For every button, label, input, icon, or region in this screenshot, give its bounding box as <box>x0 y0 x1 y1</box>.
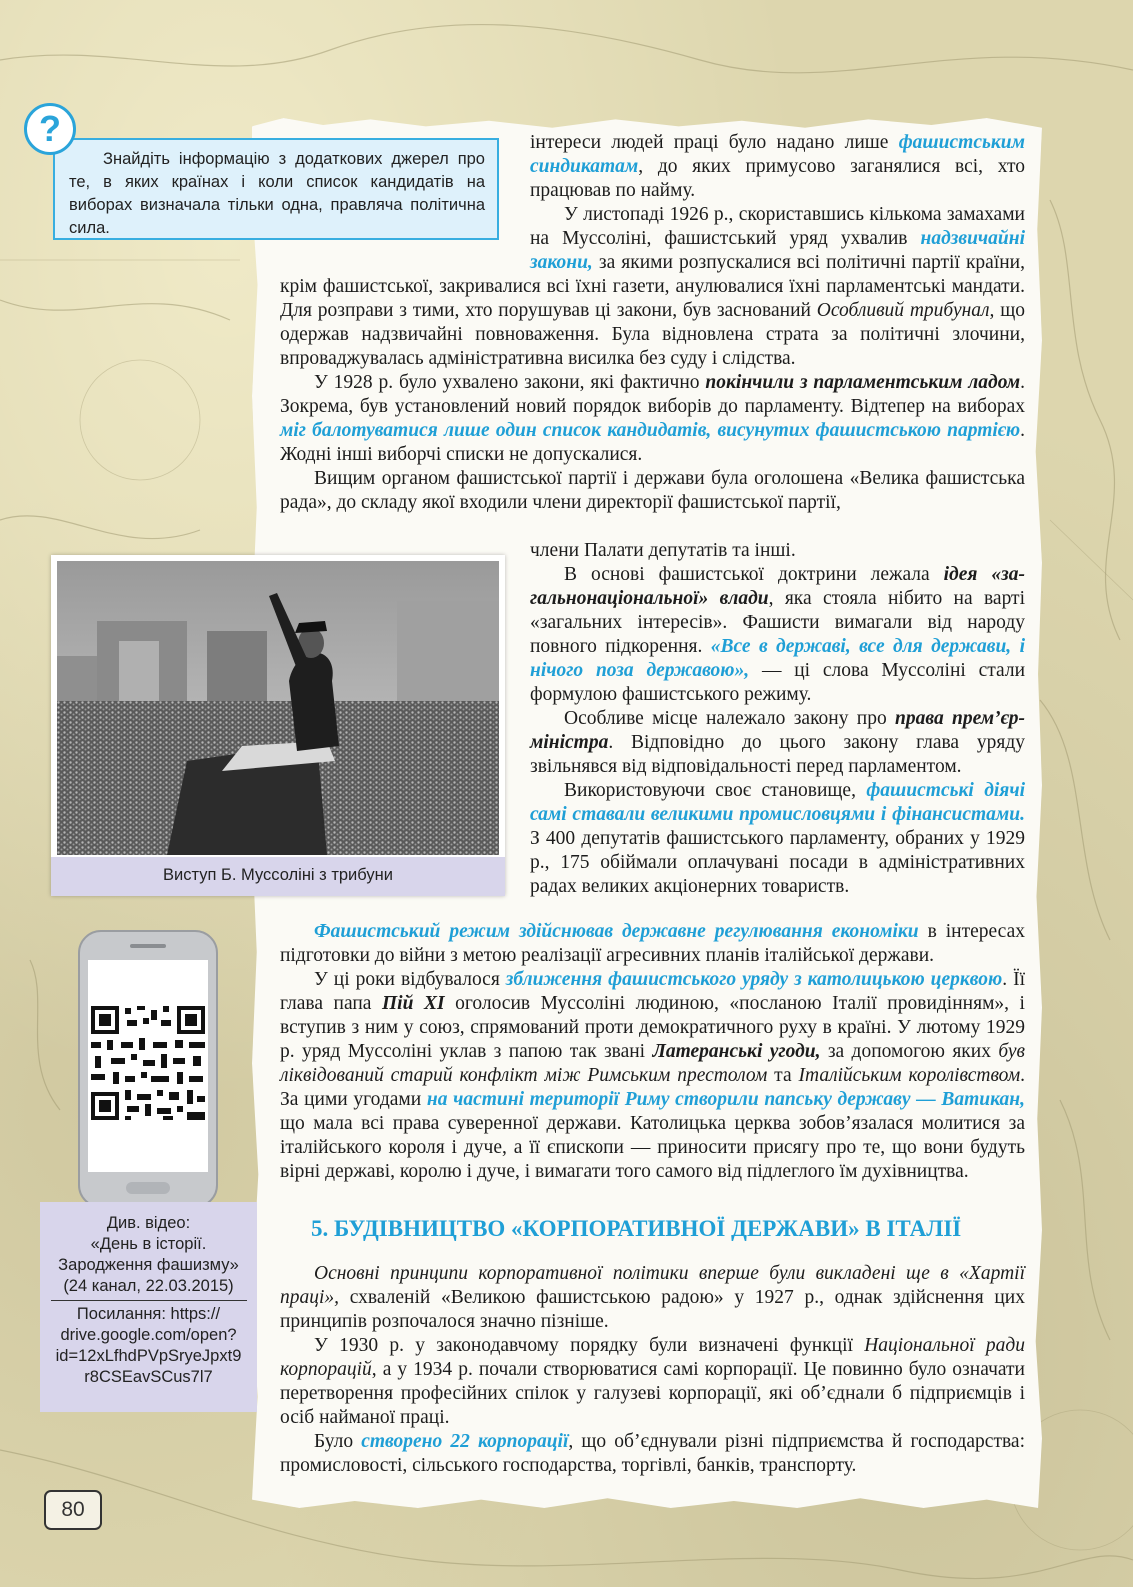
divider <box>51 1300 247 1301</box>
paragraph-2: У листопаді 1926 р., скориставшись кількома замахами на Муссоліні, фашистський уряд ухвалив надзвичайні закони, за якими розпускалися всі політичні партії країни, крім фашистської, закривалися всі їхні газети, анулювалися їхні парламентські мандати. Для розправи з тими, хто порушував ці закони, був заснований Особливий трибунал, що одержав надзвичайні повноваження. Була відновлена страта за політичні злочини, впроваджувалась адміністративна висилка без суду і слідства. <box>280 204 1026 369</box>
paragraph-6: Особливе місце належало закону про права прем’єр-міністра. Відповідно до цього закону глава уряду звільнявся від відповідальності перед парламентом. <box>530 708 1025 777</box>
paragraph-11: У 1930 р. у законодавчому порядку були визначені функції Національної ради корпорацій, а у 1934 р. почали створюватися самі корпорації. Це повинно було означати перетворення професійних спілок у галузеві корпорації, які об’єднали б підприємців і осіб найманої праці. <box>280 1335 1025 1428</box>
video-link[interactable]: Посилання: https:// drive.google.com/open? id=12xLfhdPVpSryeJpxt9 r8CSEavSCus7l7 <box>55 1305 242 1386</box>
page-number: 80 <box>44 1490 102 1530</box>
paragraph-12: Було створено 22 корпорації, що об’єднували різні підприємства й господарства: промисловості, сільського господарства, торгівлі, банків, транспорту. <box>280 1431 1025 1476</box>
phone-qr-code <box>78 930 218 1208</box>
photo-card <box>51 555 505 896</box>
paragraph-9: У ці роки відбувалося зближення фашистського уряду з католицькою церквою. Її глава папа Пій XI оголосив Муссоліні людиною, «посланою Італії провидінням», і вступив з ним у союз, спрямований проти демократичного руху в країні. У лютому 1929 р. уряд Муссоліні уклав з папою так звані Латеранські угоди, за допомогою яких був ліквідований старий конфлікт між Римським престолом та Італійським королівством. За цими угодами на частині території Риму створили папську державу — Ватикан, що мала всі права суверенної держави. Католицька церква зобов’язалася молитися за італійського короля і дуче, а її єпископи — приносити присягу про те, що вони будуть вірні державі, королю і дуче, і вимагати того самого від підлеглого їм духівництва. <box>280 969 1026 1182</box>
paragraph-3: У 1928 р. було ухвалено закони, які фактично покінчили з парламентським ладом. Зокрема, був установлений новий порядок виборів до парламенту. Відтепер на виборах міг балотуватися лише один список кандидатів, висунутих фашистською партією. Жодні інші виборчі списки не допускалися. <box>280 372 1025 465</box>
paragraph-4: Вищим органом фашистської партії і держави була оголошена «Велика фашистська рада», до складу якої входили члени директорії фашистської партії, <box>280 468 1025 513</box>
paragraph-1: інтереси людей праці було надано лише фашистським синдикатам, до яких примусово заганялися всі, хто працював по найму. <box>530 132 1025 201</box>
mussolini-speech-photo <box>57 561 499 855</box>
body-text-beside-photo: члени Палати депутатів та інші. В основі фашистської доктрини лежала ідея «загальнонаціональної» влади, яка стояла нібито на варті «загальних інтересів». Фашисти вимагали від народу повного підкорення. «Все в державі, все для держави, і нічого поза державою», — ці слова Муссоліні стали формулою фашистського режиму. Особливе місце належало закону про права прем’єр-міністра. Відповідно до цього закону глава уряду звільнявся від відповідальності перед парламентом. Використовуючи своє становище, фашистські діячі самі ставали великими промисловцями і фінансистами. З 400 депутатів фашистського парламенту, обраних у 1929 р., 175 обіймали оплачувані посади в адміністративних радах великих акціонерних товариств. <box>530 540 1026 897</box>
paragraph-7: Використовуючи своє становище, фашистські діячі самі ставали великими промисловцями і фінансистами. З 400 депутатів фашистського парламенту, обраних у 1929 р., 175 обіймали оплачувані посади в адміністративних радах великих акціонерних товариств. <box>530 780 1026 897</box>
body-text-main <box>280 203 1025 515</box>
question-box: Знайдіть інформацію з додаткових джерел про те, в яких країнах і коли список кандидатів на виборах визначала тільки одна, правляча політична сила. <box>53 138 499 240</box>
body-text-section5 <box>280 1262 1025 1478</box>
body-text-lower <box>280 920 1025 1184</box>
question-icon: ? <box>24 103 76 155</box>
body-text-top <box>530 131 1025 203</box>
paragraph-5: В основі фашистської доктрини лежала ідея «загальнонаціональної» влади, яка стояла нібито на варті «загальних інтересів». Фашисти вимагали від народу повного підкорення. «Все в державі, все для держави, і нічого поза державою», — ці слова Муссоліні стали формулою фашистського режиму. <box>530 564 1025 705</box>
section-heading: 5. БУДІВНИЦТВО «КОРПОРАТИВНОЇ ДЕРЖАВИ» В ІТАЛІЇ <box>311 1216 962 1241</box>
paragraph-10: Основні принципи корпоративної політики вперше були викладені ще в «Хартії праці», схваленій «Великою фашистською радою» у 1927 р., однак здійснення цих принципів розпочалося значно пізніше. <box>280 1263 1025 1332</box>
paragraph-8: Фашистський режим здійснював державне регулювання економіки в інтересах підготовки до війни з метою реалізації агресивних планів італійської держави. <box>280 921 1025 966</box>
photo-caption: Виступ Б. Муссоліні з трибуни <box>51 857 505 896</box>
video-info-box: Див. відео: «День в історії. Зародження фашизму» (24 канал, 22.03.2015) Посилання: https:// drive.google.com/open? id=12xLfhdPVpSryeJpxt9 r8CSEavSCus7l7 <box>40 1202 257 1412</box>
